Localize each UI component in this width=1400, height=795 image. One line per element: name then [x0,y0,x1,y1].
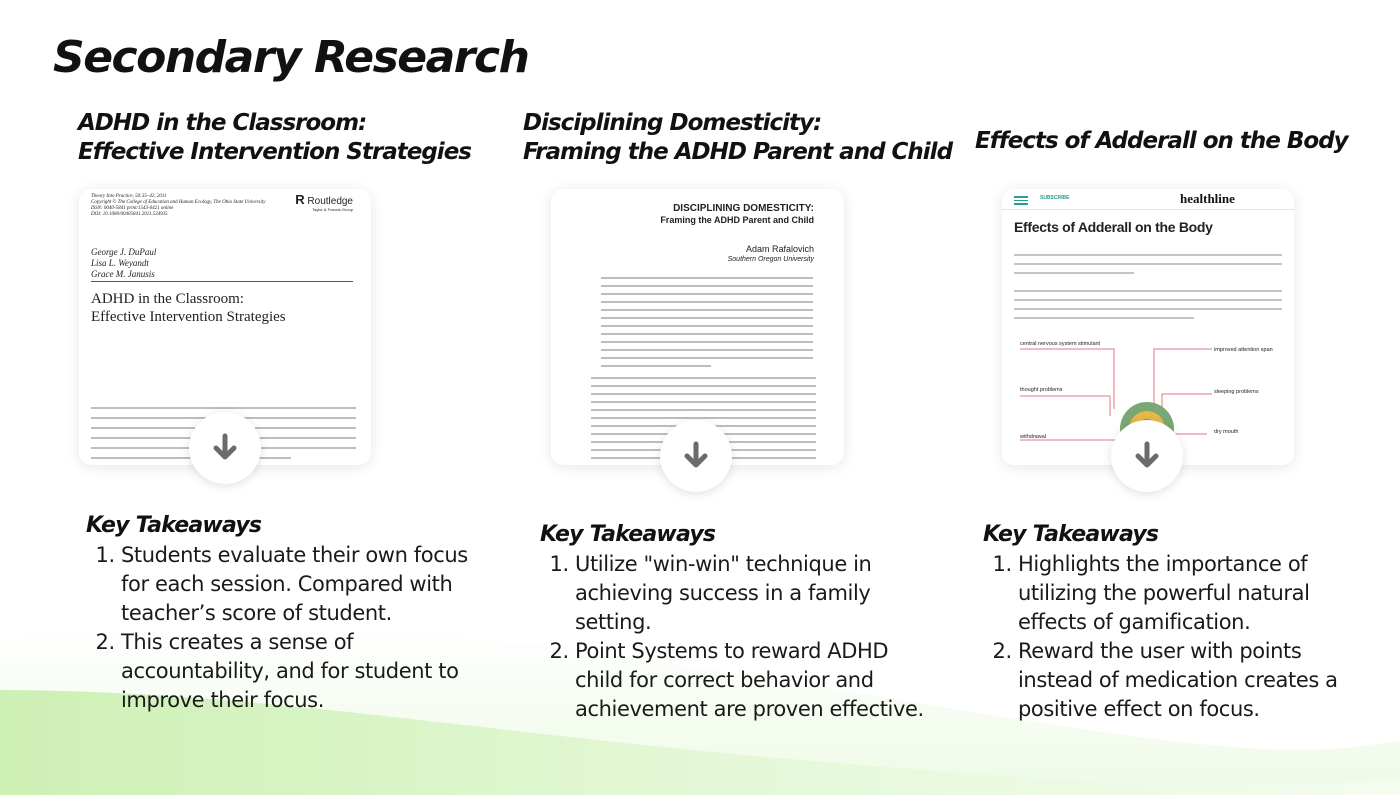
takeaways-3 [983,522,1368,724]
takeaways-heading: Key Takeaways [540,522,716,547]
publisher-logo: R Routledge Taylor & Francis Group [295,192,353,212]
arrow-down-icon [1134,441,1160,471]
column-title-1 [78,109,471,167]
paper-author: Adam Rafalovich Southern Oregon University [727,244,814,263]
title-rule [91,281,353,282]
text-line [91,407,356,409]
download-button-1[interactable] [189,412,261,484]
text-line [601,301,813,303]
arrow-down-icon [212,433,238,463]
takeaway-item: 2. Point Systems to reward ADHD child for correct behavior and achievement are proven effective. [575,637,925,724]
journal-line: Theory Into Practice, 50:35–42, 2011 [91,194,167,199]
arrow-down-icon [683,441,709,471]
paper-title: DISCIPLINING DOMESTICITY: Framing the ADHD Parent and Child [660,203,814,225]
text-line [601,365,711,367]
column-title-3 [975,127,1348,156]
text-line [1014,308,1282,310]
journal-line: Copyright © The College of Education and Human Ecology, The Ohio State University [91,200,266,205]
text-line [601,349,813,351]
takeaways-2 [540,522,925,724]
text-line [1014,254,1282,256]
column-title-line: Framing the ADHD Parent and Child [523,139,953,165]
text-line [601,277,813,279]
text-line [601,285,813,287]
diagram-label: dry mouth [1214,429,1239,435]
text-line [601,293,813,295]
text-line [601,357,813,359]
text-line [601,325,813,327]
diagram-label: sleeping problems [1214,389,1259,395]
brand-logo: healthline [1180,191,1235,206]
text-line [1014,299,1282,301]
text-line [601,317,813,319]
text-line [1014,317,1194,319]
text-line [601,333,813,335]
takeaways-list [983,550,1368,724]
column-title-line: ADHD in the Classroom: [78,110,367,136]
paper-authors: George J. DuPaul Lisa L. Weyandt Grace M. Janusis [91,247,157,279]
takeaway-item: 1. Utilize "win-win" technique in achieving success in a family setting. [575,550,925,637]
header-divider [1002,209,1294,210]
text-line [591,417,816,419]
column-title-line: Effects of Adderall on the Body [975,128,1348,154]
diagram-label: withdrawal [1020,434,1046,440]
paper-title: ADHD in the Classroom: Effective Intervention Strategies [91,291,286,325]
text-line [591,385,816,387]
download-button-3[interactable] [1111,420,1183,492]
takeaway-item: 2. This creates a sense of accountability, and for student to improve their focus. [121,628,471,715]
text-line [1014,272,1134,274]
text-line [591,401,816,403]
text-line [1014,263,1282,265]
diagram-label: thought problems [1020,387,1063,393]
text-line [591,393,816,395]
column-title-2 [523,109,952,167]
column-title-line: Disciplining Domesticity: [523,110,822,136]
takeaway-item: 2. Reward the user with points instead of medication creates a positive effect on focus. [1018,637,1368,724]
text-line [1014,290,1282,292]
subscribe-link: SUBSCRIBE [1040,195,1070,201]
download-button-2[interactable] [660,420,732,492]
takeaways-heading: Key Takeaways [983,522,1159,547]
column-title-line: Effective Intervention Strategies [78,139,471,165]
takeaways-list [86,541,471,715]
article-title: Effects of Adderall on the Body [1014,219,1213,235]
takeaway-item: 1. Highlights the importance of utilizing the powerful natural effects of gamification. [1018,550,1368,637]
takeaways-list [540,550,925,724]
takeaway-item: 1. Students evaluate their own focus for each session. Compared with teacher’s score of student. [121,541,471,628]
text-line [601,341,813,343]
text-line [591,377,816,379]
menu-icon [1014,194,1028,207]
diagram-label: central nervous system stimulant [1020,341,1101,347]
text-line [591,409,816,411]
takeaways-heading: Key Takeaways [86,513,262,538]
takeaways-1 [86,513,471,715]
diagram-label: improved attention span [1214,347,1273,353]
page-title: Secondary Research [53,32,529,83]
journal-line: ISSN: 0040-5841 print/1543-0421 online [91,206,174,211]
journal-line: DOI: 10.1080/00405841.2011.534935 [91,212,168,217]
text-line [601,309,813,311]
